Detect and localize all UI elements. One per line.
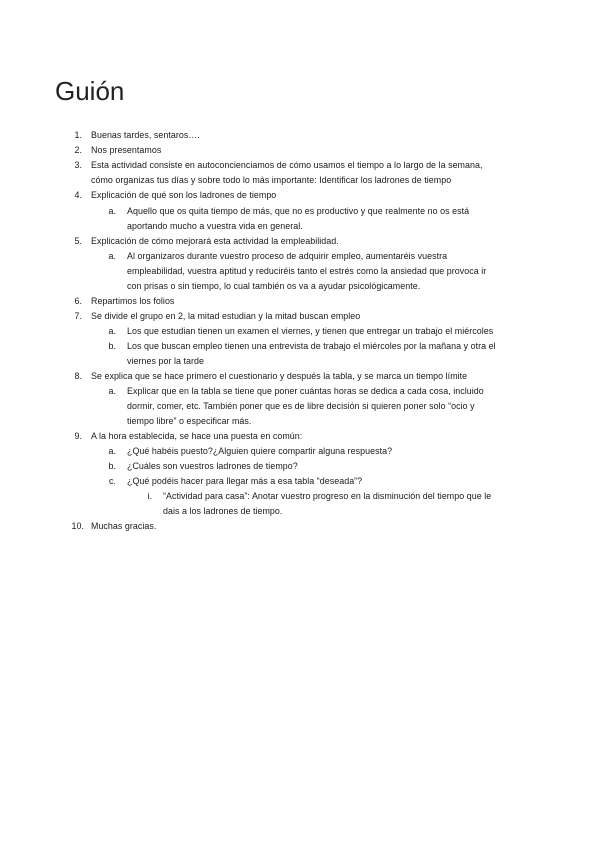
subitem-text: aportando mucho a vuestra vida en general. bbox=[127, 221, 303, 231]
subitem-text: Los que buscan empleo tienen una entrevista de trabajo el miércoles por la mañana y otra el bbox=[127, 341, 496, 351]
item-text: cómo organizas tus días y sobre todo lo más importante: Identificar los ladrones de tiempo bbox=[91, 175, 452, 185]
item-number: 5. bbox=[74, 236, 82, 246]
subitem-text: viernes por la tarde bbox=[127, 356, 204, 366]
item-text: Se explica que se hace primero el cuestionario y después la tabla, y se marca un tiempo límite bbox=[91, 371, 468, 381]
subitem-text: Aquello que os quita tiempo de más, que no es productivo y que realmente no os está bbox=[127, 206, 470, 216]
subitem-text: Explicar que en la tabla se tiene que poner cuántas horas se dedica a cada cosa, incluido bbox=[127, 386, 484, 396]
item-number: 6. bbox=[74, 296, 82, 306]
item-number: 8. bbox=[74, 371, 82, 381]
subitem-text: dormir, comer, etc. También poner que es de libre decisión si quieren poner solo “ocio y bbox=[127, 401, 475, 411]
item-text: Repartimos los folios bbox=[91, 296, 175, 306]
subitem-letter: a. bbox=[108, 251, 116, 261]
subitem-text: tiempo libre” o especificar más. bbox=[127, 416, 252, 426]
subsubitem-text: “Actividad para casa”: Anotar vuestro progreso en la disminución del tiempo que le bbox=[163, 491, 492, 501]
subitem-letter: b. bbox=[108, 461, 116, 471]
page-title: Guión bbox=[55, 76, 125, 106]
subsubitem-text: dais a los ladrones de tiempo. bbox=[163, 506, 283, 516]
item-number: 9. bbox=[74, 431, 82, 441]
subitem-letter: a. bbox=[108, 446, 116, 456]
subitem-text: Al organizaros durante vuestro proceso de adquirir empleo, aumentaréis vuestra bbox=[127, 251, 448, 261]
subitem-letter: b. bbox=[108, 341, 116, 351]
item-number: 7. bbox=[74, 311, 82, 321]
item-text: Buenas tardes, sentaros…. bbox=[91, 130, 200, 140]
subitem-letter: a. bbox=[108, 386, 116, 396]
subitem-text: Los que estudian tienen un examen el viernes, y tienen que entregar un trabajo el miércoles bbox=[127, 326, 494, 336]
item-text: Muchas gracias. bbox=[91, 521, 157, 531]
subitem-text: ¿Cuáles son vuestros ladrones de tiempo? bbox=[127, 461, 298, 471]
item-number: 2. bbox=[74, 145, 82, 155]
item-text: Esta actividad consiste en autoconcienciamos de cómo usamos el tiempo a lo largo de la semana, bbox=[91, 160, 483, 170]
item-text: Explicación de cómo mejorará esta actividad la empleabilidad. bbox=[91, 236, 339, 246]
subitem-text: ¿Qué habéis puesto?¿Alguien quiere compartir alguna respuesta? bbox=[127, 446, 393, 456]
item-text: Se divide el grupo en 2, la mitad estudian y la mitad buscan empleo bbox=[91, 311, 361, 321]
item-text: Nos presentamos bbox=[91, 145, 162, 155]
item-text: A la hora establecida, se hace una puesta en común: bbox=[91, 431, 303, 441]
item-text: Explicación de qué son los ladrones de tiempo bbox=[91, 190, 277, 200]
item-number: 10. bbox=[71, 521, 84, 531]
subitem-letter: a. bbox=[108, 326, 116, 336]
item-number: 1. bbox=[74, 130, 82, 140]
item-number: 3. bbox=[74, 160, 82, 170]
subitem-text: ¿Qué podéis hacer para llegar más a esa tabla “deseada”? bbox=[127, 476, 363, 486]
subitem-text: empleabilidad, vuestra aptitud y reduciréis tanto el estrés como la ansiedad que provoca ir bbox=[127, 266, 487, 276]
subitem-letter: a. bbox=[108, 206, 116, 216]
item-number: 4. bbox=[74, 190, 82, 200]
subitem-letter: c. bbox=[108, 476, 116, 486]
subitem-text: con prisas o sin tiempo, lo cual también os va a ayudar psicológicamente. bbox=[127, 281, 421, 291]
subsubitem-numeral: i. bbox=[147, 491, 152, 501]
